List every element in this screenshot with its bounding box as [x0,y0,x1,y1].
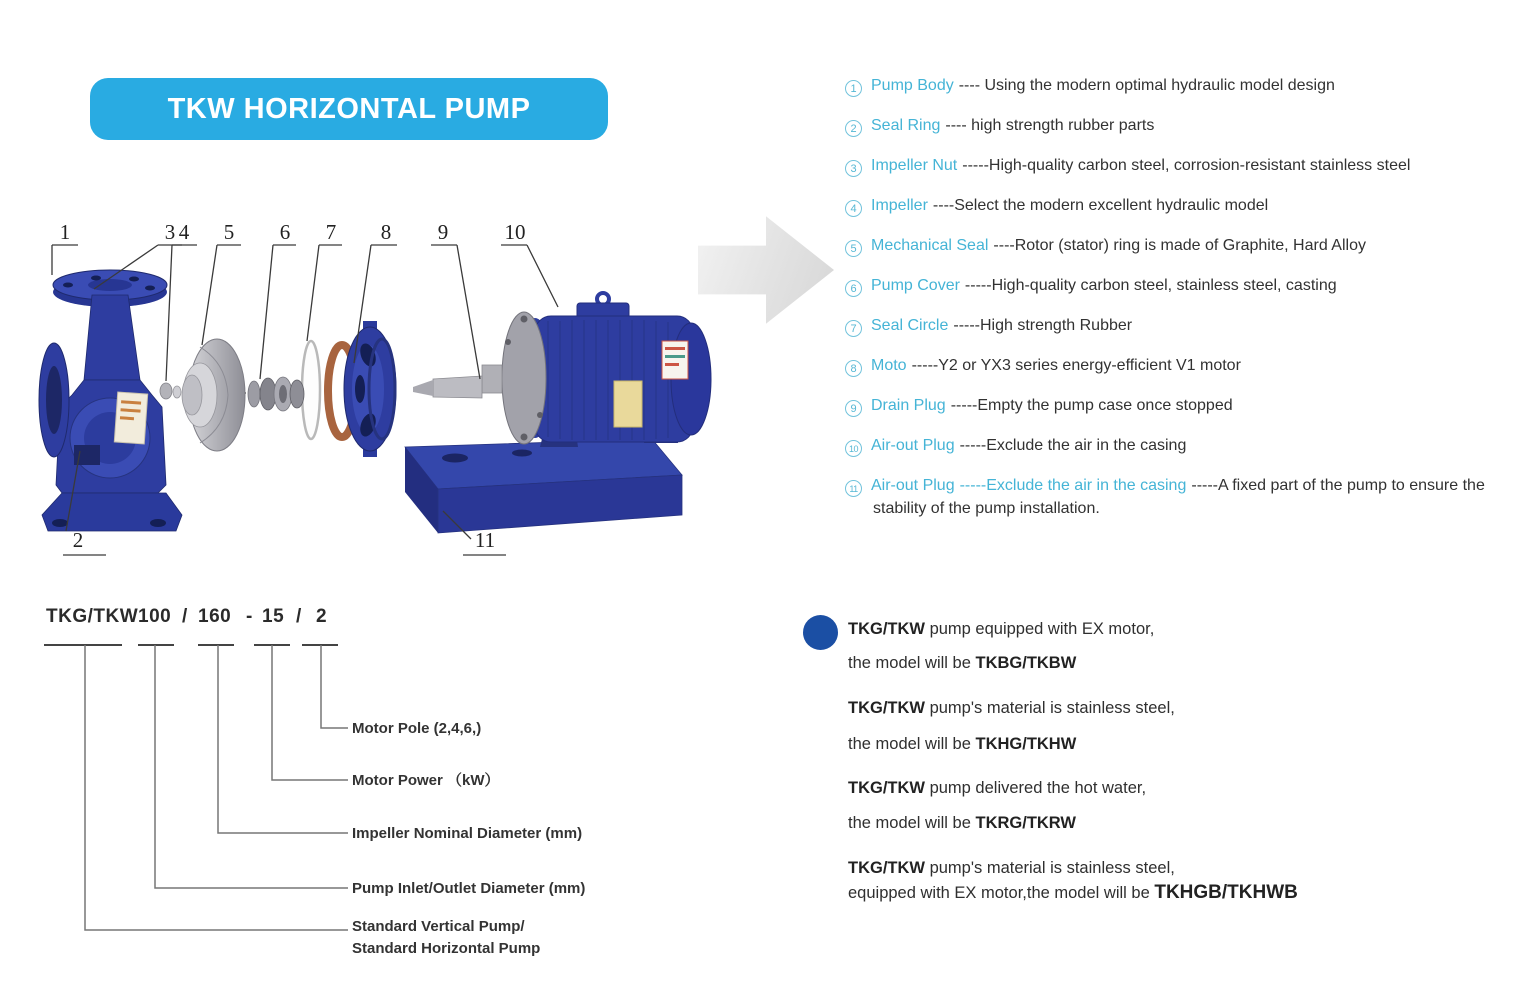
note-line [848,620,1154,639]
part-name: Impeller Nut [871,157,958,174]
title-banner [90,78,608,140]
note-line [848,699,1175,718]
legend-item [845,75,1485,98]
impeller-nut-illustration [160,383,181,399]
parts-legend [845,75,1485,538]
label-impeller-diameter: Impeller Nominal Diameter (mm) [352,825,583,842]
legend-item [845,275,1485,298]
note-text-segment: the model will be [848,654,976,672]
model-code-breakdown [40,600,740,980]
part-description: -----High strength Rubber [953,317,1133,334]
legend-item [845,315,1485,338]
part-description: -----Empty the pump case once stopped [950,397,1233,414]
part-number-badge: 6 [845,280,862,297]
label-inlet-diameter: Pump Inlet/Outlet Diameter (mm) [352,880,586,897]
pump-body-sticker [114,392,147,444]
impeller-illustration [182,339,245,451]
callout-number-2: 2 [72,528,84,552]
part-number-badge: 3 [845,160,862,177]
label-motor-power: Motor Power （kW） [352,772,500,789]
part-description: ----Select the modern excellent hydraulic model [932,197,1269,214]
part-description: -----Y2 or YX3 series energy-efficient V1 motor [911,357,1241,374]
label-motor-pole: Motor Pole (2,4,6,) [352,720,482,737]
part-number-badge: 4 [845,200,862,217]
legend-item [845,155,1485,178]
part-name: Drain Plug [871,397,946,414]
note-line [848,779,1146,798]
part-name: Air-out Plug [871,437,955,454]
part-description: ---- Using the modern optimal hydraulic model design [958,77,1335,94]
note-line [848,882,1298,904]
legend-item [845,235,1485,258]
bullet-icon [803,615,838,650]
part-description: -----Exclude the air in the casing [959,437,1187,454]
note-text-segment: pump equipped with EX motor, [924,620,1155,638]
label-pump-type [352,916,540,960]
model-code-motor-power: 15 [262,606,285,627]
page-title: TKW HORIZONTAL PUMP [167,92,531,125]
part-name-extension: -----Exclude the air in the casing [959,477,1187,494]
note-line [848,654,1076,673]
part-name: Air-out Plug [871,477,955,494]
part-number-badge: 1 [845,80,862,97]
part-name: Impeller [871,197,928,214]
label-pump-type-line2: Standard Horizontal Pump [352,940,541,957]
callout-number-10: 10 [504,220,526,244]
callout-number-4: 4 [178,220,190,244]
part-number-badge: 2 [845,120,862,137]
part-name: Seal Ring [871,117,941,134]
legend-item [845,195,1485,218]
part-number-badge: 5 [845,240,862,257]
callout-number-7: 7 [325,220,337,244]
note-text-segment: TKG/TKW [848,859,925,877]
note-text-segment: TKHG/TKHW [975,735,1077,753]
callout-number-8: 8 [380,220,392,244]
mechanical-seal-illustration [238,377,304,411]
note-text-segment: TKHGB/TKHWB [1154,882,1298,903]
pump-body-illustration [39,270,182,531]
model-code-motor-pole: 2 [316,606,328,627]
seal-circle-illustration [302,341,320,439]
exploded-pump-diagram [30,195,775,585]
part-name: Moto [871,357,907,374]
legend-item [845,395,1485,418]
part-name: Pump Body [871,77,954,94]
note-text-segment: TKBG/TKBW [975,654,1077,672]
note-text-segment: the model will be [848,735,976,753]
callout-number-11: 11 [474,528,496,552]
part-number-badge: 8 [845,360,862,377]
part-number-badge: 9 [845,400,862,417]
callout-number-6: 6 [279,220,291,244]
pump-cover-illustration [328,321,396,457]
model-code-dash: - [246,606,253,627]
callout-number-1: 1 [59,220,71,244]
part-number-badge: 10 [845,440,862,457]
note-text-segment: pump's material is stainless steel, [924,699,1175,717]
part-description: -----High-quality carbon steel, corrosion-resistant stainless steel [962,157,1411,174]
label-pump-type-line1: Standard Vertical Pump/ [352,918,525,935]
pump-base-illustration [405,439,682,533]
note-text-segment: TKRG/TKRW [975,814,1076,832]
note-text-segment: the model will be [848,814,976,832]
callout-number-3: 3 [164,220,176,244]
callout-number-5: 5 [223,220,235,244]
motor-nameplate [614,381,642,427]
legend-item [845,475,1485,520]
callout-number-9: 9 [437,220,449,244]
note-text-segment: pump's material is stainless steel, [924,859,1175,877]
part-number-badge: 7 [845,320,862,337]
part-description: -----High-quality carbon steel, stainless steel, casting [964,277,1337,294]
part-name: Seal Circle [871,317,949,334]
model-code-separator-2: / [296,606,302,627]
legend-item [845,435,1485,458]
note-line [848,814,1076,833]
motor-label [662,341,688,379]
note-text-segment: TKG/TKW [848,699,925,717]
part-description: ----Rotor (stator) ring is made of Graphite, Hard Alloy [993,237,1366,254]
model-notes-text [848,610,1508,930]
note-text-segment: pump delivered the hot water, [924,779,1147,797]
part-name: Pump Cover [871,277,960,294]
note-text-segment: equipped with EX motor,the model will be [848,884,1155,902]
note-text-segment: TKG/TKW [848,779,925,797]
model-code-separator: / [182,606,188,627]
part-description: ---- high strength rubber parts [945,117,1155,134]
part-description: -----A fixed part of the pump to ensure the stability of the pump installation. [873,477,1485,517]
model-code-impeller-diameter: 160 [198,606,232,627]
part-name: Mechanical Seal [871,237,989,254]
note-line [848,735,1076,754]
note-text-segment: TKG/TKW [848,620,925,638]
note-line [848,859,1175,878]
model-code-series: TKG/TKW [46,606,139,627]
part-number-badge: 11 [845,480,862,497]
legend-item [845,355,1485,378]
model-code-inlet-diameter: 100 [138,606,172,627]
legend-item [845,115,1485,138]
